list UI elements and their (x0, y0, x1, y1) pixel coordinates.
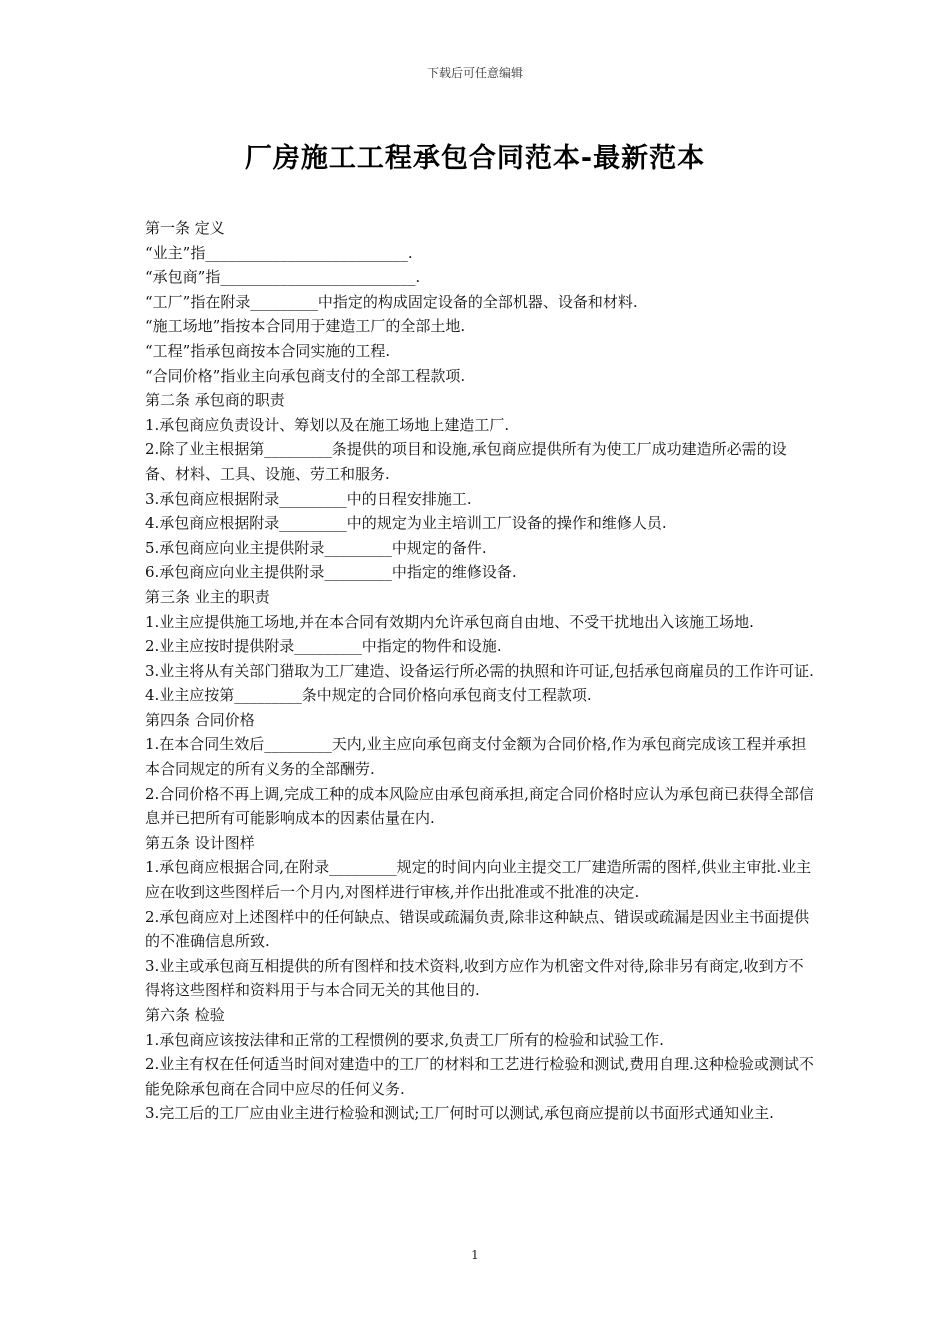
document-paragraph: “承包商”指__________________________. (145, 268, 421, 287)
document-paragraph: 第三条 业主的职责 (145, 587, 270, 606)
document-paragraph: 2.合同价格不再上调,完成工种的成本风险应由承包商承担,商定合同价格时应认为承包商已获得全部信息并已把所有可能影响成本的因素估量在内. (145, 784, 814, 828)
document-paragraph: 4.承包商应根据附录_________中的规定为业主培训工厂设备的操作和维修人员. (145, 514, 667, 533)
document-paragraph: “工程”指承包商按本合同实施的工程. (145, 341, 391, 360)
document-paragraph: 3.业主或承包商互相提供的所有图样和技术资料,收到方应作为机密文件对待,除非另有商定,收到方不得将这些图样和资料用于与本合同无关的其他目的. (145, 956, 804, 1000)
document-paragraph: 2.承包商应对上述图样中的任何缺点、错误或疏漏负责,除非这种缺点、错误或疏漏是因业主书面提供的不准确信息所致. (145, 907, 810, 951)
document-paragraph: 第一条 定义 (145, 219, 225, 237)
document-paragraph: 2.业主有权在任何适当时间对建造中的工厂的材料和工艺进行检验和测试,费用自理.这种检验或测试不能免除承包商在合同中应尽的任何义务. (145, 1055, 814, 1098)
document-paragraph: 第六条 检验 (145, 1006, 225, 1024)
document-paragraph: 第四条 合同价格 (145, 710, 255, 729)
document-paragraph: 3.完工后的工厂应由业主进行检验和测试;工厂何时可以测试,承包商应提前以书面形式通知业主. (145, 1104, 774, 1123)
document-paragraph: 1.承包商应负责设计、筹划以及在施工场地上建造工厂. (145, 415, 510, 434)
document-paragraph: 1.承包商应该按法律和正常的工程惯例的要求,负责工厂所有的检验和试验工作. (145, 1030, 664, 1049)
document-paragraph: 5.承包商应向业主提供附录_________中规定的备件. (145, 538, 487, 557)
document-paragraph: 第二条 承包商的职责 (145, 391, 285, 410)
page-number: 1 (471, 1248, 479, 1262)
document-paragraph: 3.承包商应根据附录_________中的日程安排施工. (145, 489, 472, 508)
document-paragraph: 6.承包商应向业主提供附录_________中指定的维修设备. (145, 563, 517, 582)
document-paragraph: 1.承包商应根据合同,在附录_________规定的时间内向业主提交工厂建造所需的图样,供业主审批.业主应在收到这些图样后一个月内,对图样进行审核,并作出批准或不批准的决定. (145, 858, 812, 902)
document-paragraph: “施工场地”指按本合同用于建造工厂的全部土地. (145, 317, 466, 336)
document-paragraph: 2.业主应按时提供附录_________中指定的物件和设施. (145, 637, 502, 656)
document-paragraph: “业主”指___________________________. (145, 243, 413, 262)
document-paragraph: “工厂”指在附录_________中指定的构成固定设备的全部机器、设备和材料. (145, 292, 638, 311)
page-header: 下载后可任意编辑 (426, 66, 523, 80)
document-paragraph: 3.业主将从有关部门猎取为工厂建造、设备运行所必需的执照和许可证,包括承包商雇员的工作许可证. (145, 661, 814, 680)
document-paragraph: 第五条 设计图样 (145, 833, 255, 852)
document-title: 厂房施工工程承包合同范本-最新范本 (244, 143, 706, 174)
document-body (145, 216, 815, 1126)
document-paragraph: “合同价格”指业主向承包商支付的全部工程款项. (145, 366, 466, 385)
document-paragraph: 2.除了业主根据第_________条提供的项目和设施,承包商应提供所有为使工厂成功建造所必需的设备、材料、工具、设施、劳工和服务. (145, 440, 787, 483)
document-paragraph: 1.业主应提供施工场地,并在本合同有效期内允许承包商自由地、不受干扰地出入该施工场地. (145, 612, 754, 631)
document-paragraph: 4.业主应按第_________条中规定的合同价格向承包商支付工程款项. (145, 686, 592, 705)
document-paragraph: 1.在本合同生效后_________天内,业主应向承包商支付金额为合同价格,作为承包商完成该工程并承担本合同规定的所有义务的全部酬劳. (145, 735, 807, 779)
